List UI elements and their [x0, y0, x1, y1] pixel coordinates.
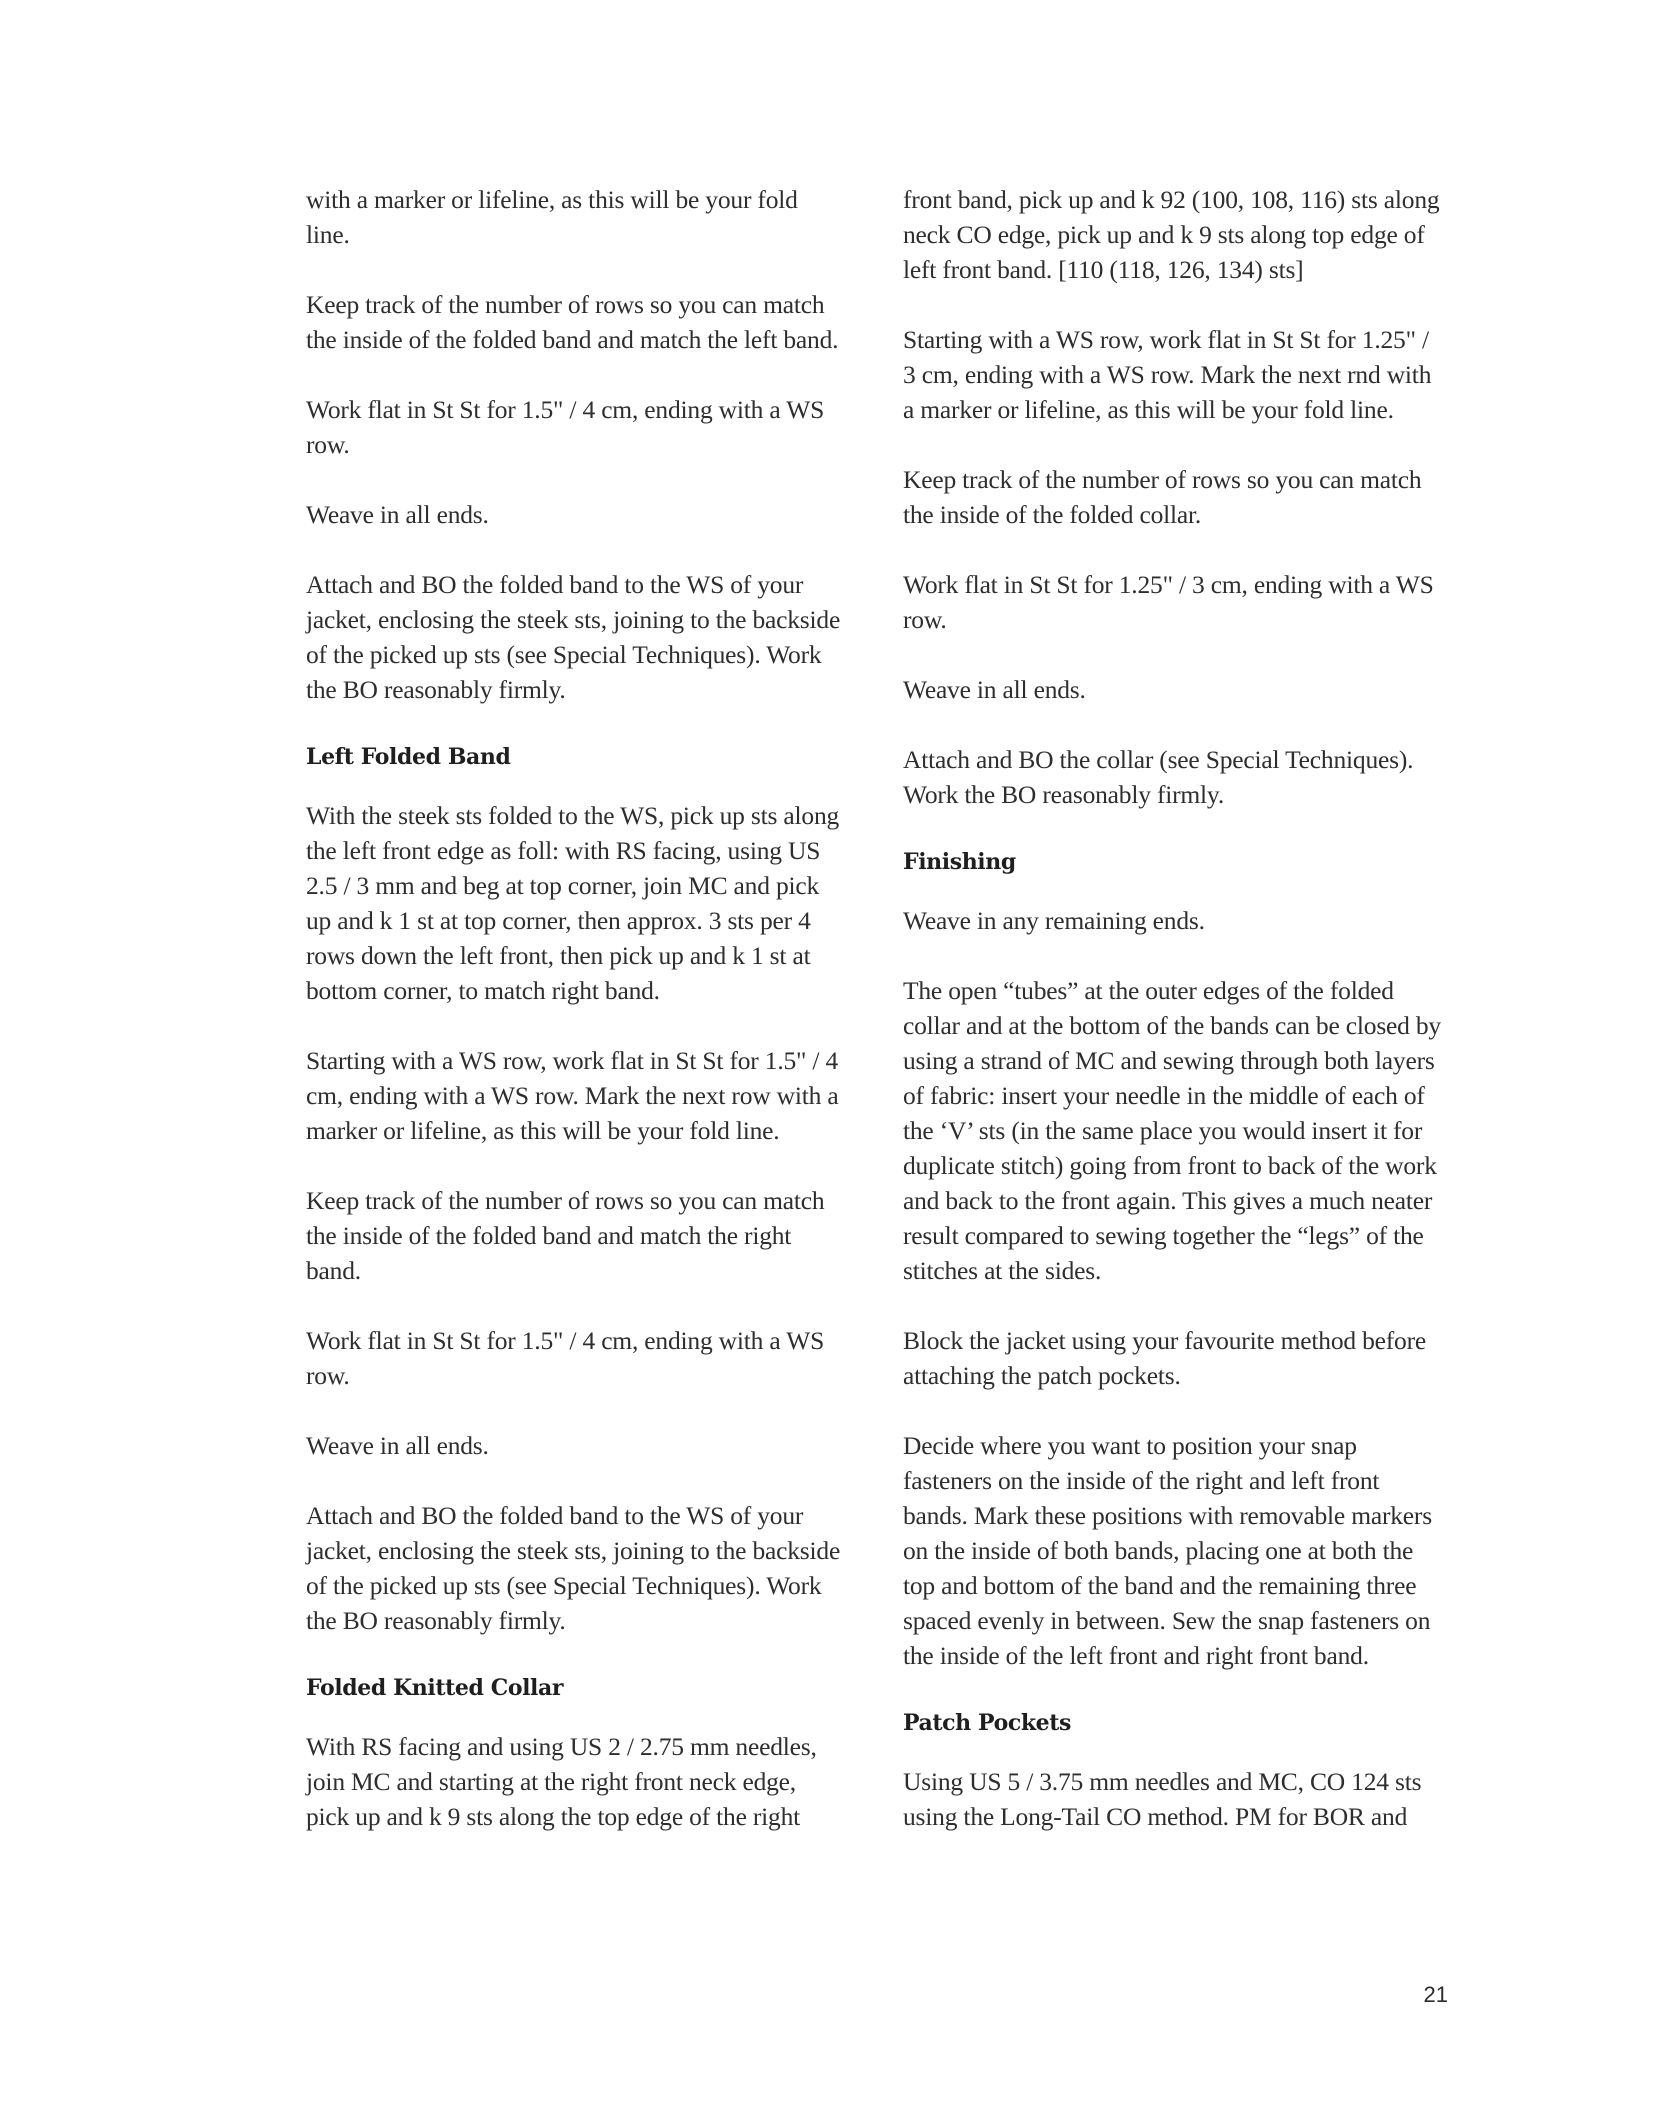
paragraph: Block the jacket using your favourite method before attaching the patch pockets.	[903, 1326, 1427, 1390]
section-heading-finishing: Finishing	[903, 849, 1016, 875]
paragraph: With the steek sts folded to the WS, pick up sts along the left front edge as foll: with RS facing, using US 2.5 / 3 mm and beg at top corner, join MC and pick up and k 1 st at top corner, then approx. 3 sts per 4 rows down the left front, then pick up and k 1 st at bottom corner, to match right band.	[306, 801, 840, 1005]
section-heading-patch-pockets: Patch Pockets	[903, 1710, 1072, 1736]
paragraph: Attach and BO the folded band to the WS of your jacket, enclosing the steek sts, joining to the backside of the picked up sts (see Special Techniques). Work the BO reasonably firmly.	[306, 1501, 841, 1635]
paragraph: Work flat in St St for 1.5" / 4 cm, ending with a WS row.	[306, 1326, 825, 1390]
paragraph: Starting with a WS row, work flat in St St for 1.5" / 4 cm, ending with a WS row. Mark the next row with a marker or lifeline, as this will be your fold line.	[306, 1046, 839, 1145]
paragraph: The open “tubes” at the outer edges of the folded collar and at the bottom of the bands can be closed by using a strand of MC and sewing through both layers of fabric: insert your needle in the middle of each of the ‘V’ sts (in the same place you would insert it for duplicate stitch) going from front to back of the work and back to the front again. This gives a much neater result compared to sewing together the “legs” of the stitches at the sides.	[903, 976, 1441, 1285]
paragraph: Work flat in St St for 1.5" / 4 cm, ending with a WS row.	[306, 395, 825, 459]
paragraph: Weave in all ends.	[306, 500, 489, 529]
paragraph: Keep track of the number of rows so you can match the inside of the folded band and match the right band.	[306, 1186, 825, 1285]
left-column	[306, 182, 844, 1869]
paragraph: front band, pick up and k 92 (100, 108, 116) sts along neck CO edge, pick up and k 9 sts along top edge of left front band. [110 (118, 126, 134) sts]	[903, 185, 1440, 284]
paragraph: Starting with a WS row, work flat in St St for 1.25" / 3 cm, ending with a WS row. Mark the next rnd with a marker or lifeline, as this will be your fold line.	[903, 325, 1432, 424]
section-heading-left-folded-band: Left Folded Band	[306, 744, 511, 770]
paragraph: With RS facing and using US 2 / 2.75 mm needles, join MC and starting at the right front neck edge, pick up and k 9 sts along the top edge of the right	[306, 1732, 817, 1831]
paragraph: Keep track of the number of rows so you can match the inside of the folded collar.	[903, 465, 1422, 529]
paragraph: Attach and BO the collar (see Special Techniques). Work the BO reasonably firmly.	[903, 745, 1414, 809]
paragraph: Using US 5 / 3.75 mm needles and MC, CO 124 sts using the Long-Tail CO method. PM for BOR and	[903, 1767, 1422, 1831]
page-number: 21	[1423, 1982, 1448, 2007]
paragraph: Decide where you want to position your snap fasteners on the inside of the right and left front bands. Mark these positions with removable markers on the inside of both bands, placing one at both the top and bottom of the band and the remaining three spaced evenly in between. Sew the snap fasteners on the inside of the left front and right front band.	[903, 1431, 1432, 1670]
section-heading-folded-knitted-collar: Folded Knitted Collar	[306, 1675, 564, 1701]
paragraph: Keep track of the number of rows so you can match the inside of the folded band and match the left band.	[306, 290, 839, 354]
right-column	[903, 182, 1441, 1869]
paragraph: Weave in all ends.	[306, 1431, 489, 1460]
paragraph: with a marker or lifeline, as this will be your fold line.	[306, 185, 798, 249]
paragraph: Work flat in St St for 1.25" / 3 cm, ending with a WS row.	[903, 570, 1434, 634]
paragraph: Attach and BO the folded band to the WS of your jacket, enclosing the steek sts, joining to the backside of the picked up sts (see Special Techniques). Work the BO reasonably firmly.	[306, 570, 841, 704]
paragraph: Weave in any remaining ends.	[903, 906, 1205, 935]
paragraph: Weave in all ends.	[903, 675, 1086, 704]
